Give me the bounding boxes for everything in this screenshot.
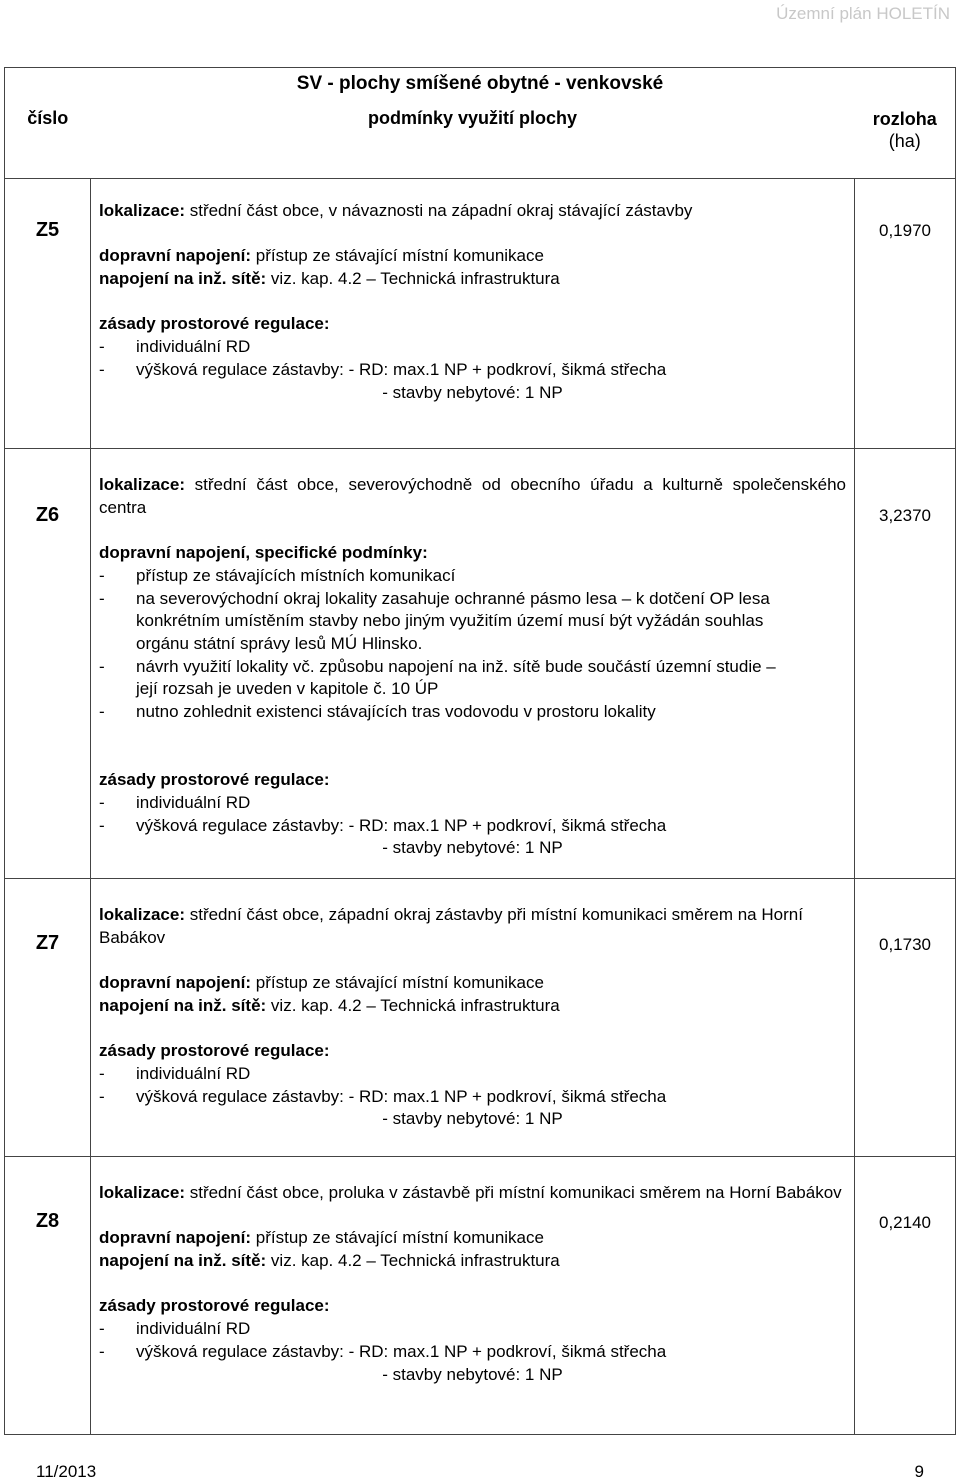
traffic-line [99, 972, 846, 995]
regulation-label: zásady prostorové regulace: [99, 314, 330, 334]
regulation-label: zásady prostorové regulace: [99, 1296, 330, 1316]
dash: - [99, 359, 105, 379]
table-row [5, 1157, 956, 1435]
regulation-subitem: - stavby nebytové: 1 NP [382, 1109, 563, 1129]
traffic-label: dopravní napojení, specifické podmínky: [99, 543, 428, 563]
condition-text: návrh využití lokality vč. způsobu napojení na inž. sítě bude součástí územní studie – její rozsah je uveden v kapitole č. 10 ÚP [136, 656, 776, 699]
regulation-item [99, 1086, 846, 1109]
document-header-title: Územní plán HOLETÍN [776, 4, 950, 23]
table-title: SV - plochy smíšené obytné - venkovské [5, 68, 956, 101]
dash: - [99, 1086, 105, 1106]
zone-area: 3,2370 [855, 449, 956, 879]
location-line [99, 1182, 846, 1205]
column-header-area-label: rozloha [872, 109, 937, 129]
zone-area: 0,1970 [855, 179, 956, 449]
table-row [5, 179, 956, 449]
zone-id: Z5 [5, 179, 91, 449]
location-text: střední část obce, západní okraj zástavby při místní komunikaci směrem na Horní Babákov [99, 905, 803, 947]
location-line [99, 200, 846, 223]
page-number: 9 [914, 1462, 924, 1481]
column-header-area-unit: (ha) [888, 131, 921, 151]
location-text: střední část obce, severovýchodně od obecního úřadu a kulturně společenského centra [99, 475, 846, 517]
network-line [99, 1250, 846, 1273]
regulation-item [99, 359, 846, 382]
regulation-text: individuální RD [136, 1319, 251, 1339]
traffic-text: přístup ze stávající místní komunikace [251, 1228, 544, 1248]
column-header-conditions: podmínky využití plochy [91, 100, 855, 179]
network-text: viz. kap. 4.2 – Technická infrastruktura [266, 1251, 560, 1271]
network-line [99, 995, 846, 1018]
regulation-subitem: - stavby nebytové: 1 NP [382, 382, 563, 402]
regulation-text: výšková regulace zástavby: - RD: max.1 NP + podkroví, šikmá střecha [136, 1086, 667, 1106]
zone-conditions [91, 879, 855, 1157]
zone-id: Z6 [5, 449, 91, 879]
regulation-subitem: - stavby nebytové: 1 NP [382, 1364, 563, 1384]
table-row [5, 449, 956, 879]
zone-table [4, 67, 956, 1435]
condition-text: přístup ze stávajících místních komunikací [136, 565, 456, 585]
condition-item [99, 701, 846, 724]
regulation-item [99, 1341, 846, 1364]
regulation-item [99, 792, 846, 815]
zone-area: 0,1730 [855, 879, 956, 1157]
network-text: viz. kap. 4.2 – Technická infrastruktura [266, 269, 560, 289]
dash: - [99, 337, 105, 357]
location-label: lokalizace: [99, 1183, 185, 1202]
zone-id: Z7 [5, 879, 91, 1157]
table-row [5, 879, 956, 1157]
dash: - [99, 815, 105, 835]
dash: - [99, 1319, 105, 1339]
regulation-item [99, 1318, 846, 1341]
dash: - [99, 702, 105, 722]
dash: - [99, 656, 105, 676]
network-line [99, 268, 846, 291]
traffic-line [99, 245, 846, 268]
table-header-row [5, 100, 956, 179]
location-text: střední část obce, proluka v zástavbě při místní komunikaci směrem na Horní Babákov [185, 1183, 842, 1202]
regulation-text: výšková regulace zástavby: - RD: max.1 NP + podkroví, šikmá střecha [136, 359, 667, 379]
regulation-text: výšková regulace zástavby: - RD: max.1 NP + podkroví, šikmá střecha [136, 815, 667, 835]
column-header-number: číslo [5, 100, 91, 179]
zone-area: 0,2140 [855, 1157, 956, 1435]
regulation-item [99, 1063, 846, 1086]
condition-text: na severovýchodní okraj lokality zasahuje ochranné pásmo lesa – k dotčení OP lesa konkrétním umístěním stavby nebo jiným využitím území musí být vyžádán souhlas orgánu státní správy lesů MÚ Hlinsko. [136, 588, 770, 653]
condition-text: nutno zohlednit existenci stávajících tras vodovodu v prostoru lokality [136, 702, 656, 722]
location-line [99, 904, 846, 949]
location-line [99, 474, 846, 519]
zone-id: Z8 [5, 1157, 91, 1435]
dash: - [99, 1063, 105, 1083]
location-label: lokalizace: [99, 201, 185, 220]
network-label: napojení na inž. sítě: [99, 995, 267, 1015]
regulation-text: individuální RD [136, 337, 251, 357]
regulation-text: individuální RD [136, 792, 251, 812]
dash: - [99, 1341, 105, 1361]
footer-date: 11/2013 [36, 1462, 97, 1481]
regulation-label: zásady prostorové regulace: [99, 770, 330, 790]
network-label: napojení na inž. sítě: [99, 269, 267, 289]
condition-item [99, 656, 846, 701]
location-text: střední část obce, v návaznosti na západní okraj stávající zástavby [185, 201, 693, 220]
condition-item [99, 588, 846, 656]
traffic-text: přístup ze stávající místní komunikace [251, 973, 544, 993]
zone-conditions [91, 449, 855, 879]
location-label: lokalizace: [99, 475, 185, 494]
regulation-text: výšková regulace zástavby: - RD: max.1 NP + podkroví, šikmá střecha [136, 1341, 667, 1361]
column-header-area [855, 100, 956, 179]
location-label: lokalizace: [99, 905, 185, 924]
traffic-label: dopravní napojení: [99, 246, 252, 266]
zone-conditions [91, 1157, 855, 1435]
regulation-item [99, 336, 846, 359]
condition-item [99, 565, 846, 588]
dash: - [99, 792, 105, 812]
traffic-label: dopravní napojení: [99, 1228, 252, 1248]
regulation-item [99, 815, 846, 838]
regulation-text: individuální RD [136, 1063, 251, 1083]
traffic-label: dopravní napojení: [99, 973, 252, 993]
traffic-line [99, 1227, 846, 1250]
network-text: viz. kap. 4.2 – Technická infrastruktura [266, 995, 560, 1015]
network-label: napojení na inž. sítě: [99, 1251, 267, 1271]
regulation-label: zásady prostorové regulace: [99, 1041, 330, 1061]
dash: - [99, 565, 105, 585]
dash: - [99, 588, 105, 608]
traffic-text: přístup ze stávající místní komunikace [251, 246, 544, 266]
zone-conditions [91, 179, 855, 449]
regulation-subitem: - stavby nebytové: 1 NP [382, 838, 563, 858]
